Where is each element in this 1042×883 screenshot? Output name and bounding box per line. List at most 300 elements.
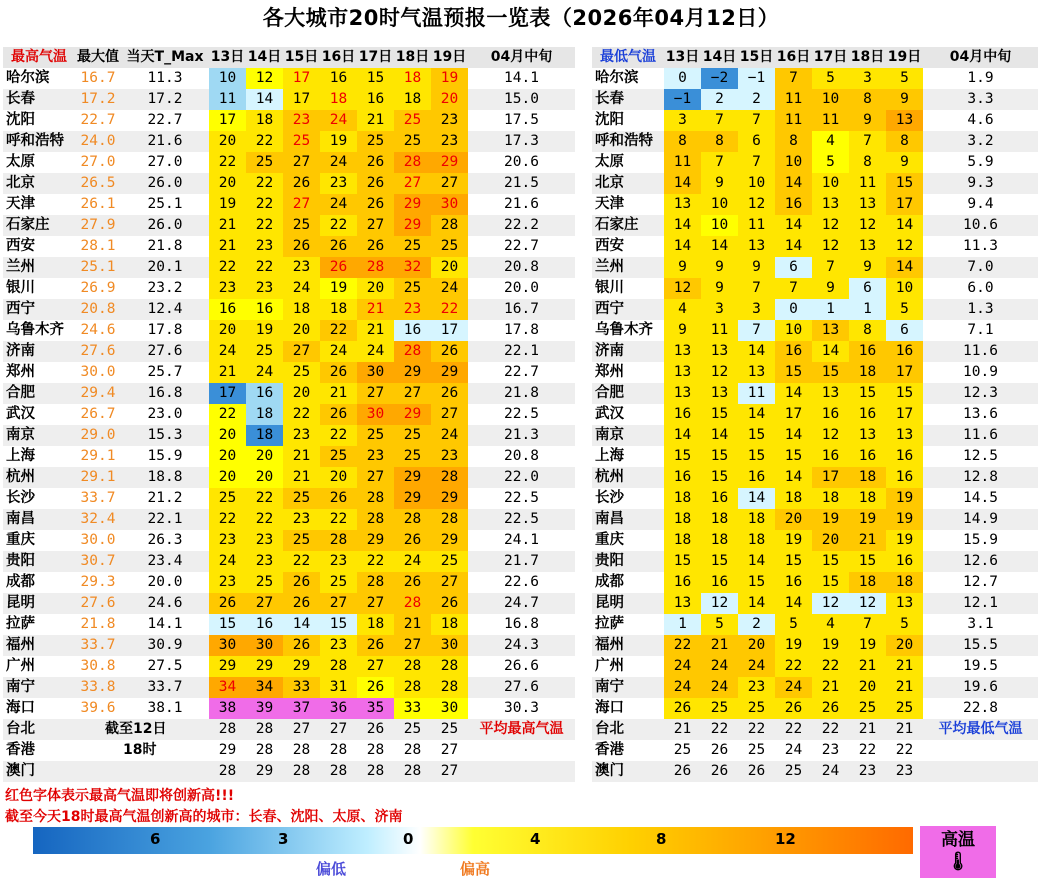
forecast-cell: 16 bbox=[738, 467, 775, 488]
record-max: 29.1 bbox=[75, 446, 121, 467]
max-header-1: 最大值 bbox=[75, 47, 121, 68]
record-max: 27.6 bbox=[75, 593, 121, 614]
forecast-cell: 18 bbox=[775, 488, 812, 509]
city-name: 天津 bbox=[3, 194, 75, 215]
forecast-cell: 18 bbox=[246, 110, 283, 131]
city-name: 杭州 bbox=[3, 467, 75, 488]
forecast-cell: 24 bbox=[775, 740, 812, 761]
forecast-cell: 25 bbox=[849, 698, 886, 719]
forecast-cell: 14 bbox=[738, 593, 775, 614]
dekad-average: 22.1 bbox=[468, 341, 575, 362]
today-max: 21.2 bbox=[121, 488, 209, 509]
forecast-cell: −1 bbox=[738, 68, 775, 89]
city-name: 太原 bbox=[3, 152, 75, 173]
table-row bbox=[592, 614, 1038, 635]
forecast-cell: 11 bbox=[738, 383, 775, 404]
forecast-cell: 9 bbox=[886, 152, 923, 173]
forecast-cell: 18 bbox=[394, 68, 431, 89]
forecast-cell: 17 bbox=[886, 404, 923, 425]
record-max: 16.7 bbox=[75, 68, 121, 89]
forecast-cell: 16 bbox=[886, 446, 923, 467]
city-name: 北京 bbox=[592, 173, 664, 194]
today-max: 20.0 bbox=[121, 572, 209, 593]
forecast-cell: 16 bbox=[849, 341, 886, 362]
forecast-cell: 15 bbox=[812, 551, 849, 572]
record-max: 29.3 bbox=[75, 572, 121, 593]
city-name: 郑州 bbox=[3, 362, 75, 383]
forecast-cell: 28 bbox=[357, 740, 394, 761]
forecast-cell: 28 bbox=[357, 488, 394, 509]
forecast-cell: 13 bbox=[701, 341, 738, 362]
dekad-average: 24.7 bbox=[468, 593, 575, 614]
forecast-cell: 18 bbox=[738, 509, 775, 530]
forecast-cell: 20 bbox=[849, 677, 886, 698]
forecast-cell: 37 bbox=[283, 698, 320, 719]
forecast-cell: 23 bbox=[431, 131, 468, 152]
table-row bbox=[3, 383, 575, 404]
forecast-cell: 28 bbox=[394, 593, 431, 614]
forecast-cell: 12 bbox=[849, 593, 886, 614]
forecast-cell: 17 bbox=[431, 320, 468, 341]
dekad-average bbox=[923, 761, 1038, 782]
forecast-cell: 17 bbox=[283, 89, 320, 110]
forecast-cell: 17 bbox=[209, 383, 246, 404]
forecast-cell: 4 bbox=[812, 614, 849, 635]
forecast-cell: 1 bbox=[849, 299, 886, 320]
forecast-cell: 26 bbox=[357, 194, 394, 215]
today-max: 21.8 bbox=[121, 236, 209, 257]
forecast-cell: 22 bbox=[320, 215, 357, 236]
forecast-cell: 23 bbox=[246, 236, 283, 257]
forecast-cell: 18 bbox=[701, 530, 738, 551]
forecast-cell: 16 bbox=[701, 488, 738, 509]
forecast-cell: 16 bbox=[394, 320, 431, 341]
today-max: 24.6 bbox=[121, 593, 209, 614]
forecast-cell: 23 bbox=[812, 740, 849, 761]
forecast-cell: 29 bbox=[431, 152, 468, 173]
forecast-cell: 29 bbox=[394, 215, 431, 236]
forecast-cell: 19 bbox=[775, 530, 812, 551]
forecast-cell: 10 bbox=[209, 68, 246, 89]
forecast-cell: 14 bbox=[775, 593, 812, 614]
dekad-average: 22.6 bbox=[468, 572, 575, 593]
forecast-cell: 14 bbox=[812, 341, 849, 362]
forecast-cell: 16 bbox=[849, 404, 886, 425]
dekad-average: 10.6 bbox=[923, 215, 1038, 236]
table-row bbox=[592, 320, 1038, 341]
city-name: 广州 bbox=[592, 656, 664, 677]
dekad-average: 21.5 bbox=[468, 173, 575, 194]
forecast-cell: 18 bbox=[664, 488, 701, 509]
forecast-cell: 20 bbox=[431, 257, 468, 278]
forecast-cell: 26 bbox=[357, 677, 394, 698]
forecast-cell: 18 bbox=[849, 572, 886, 593]
forecast-cell: 24 bbox=[701, 656, 738, 677]
forecast-cell: 16 bbox=[664, 467, 701, 488]
forecast-cell: 3 bbox=[738, 299, 775, 320]
forecast-cell: 15 bbox=[849, 551, 886, 572]
forecast-cell: 8 bbox=[849, 89, 886, 110]
forecast-cell: 25 bbox=[886, 698, 923, 719]
city-name: 长春 bbox=[592, 89, 664, 110]
today-max: 14.1 bbox=[121, 614, 209, 635]
forecast-cell: 27 bbox=[283, 194, 320, 215]
city-name: 太原 bbox=[592, 152, 664, 173]
city-name: 呼和浩特 bbox=[592, 131, 664, 152]
forecast-cell: 22 bbox=[431, 299, 468, 320]
forecast-cell: 33 bbox=[283, 677, 320, 698]
forecast-cell: 26 bbox=[283, 572, 320, 593]
forecast-cell: 8 bbox=[775, 131, 812, 152]
forecast-cell: 14 bbox=[738, 341, 775, 362]
forecast-cell: 21 bbox=[886, 719, 923, 740]
legend-hot-label: 高温 bbox=[941, 830, 975, 850]
forecast-cell: 7 bbox=[849, 131, 886, 152]
city-name: 济南 bbox=[3, 341, 75, 362]
forecast-cell: 26 bbox=[283, 635, 320, 656]
min-header-7: 19日 bbox=[886, 47, 923, 68]
forecast-cell: 2 bbox=[738, 89, 775, 110]
forecast-cell: 23 bbox=[246, 278, 283, 299]
forecast-cell: 11 bbox=[738, 215, 775, 236]
city-name: 武汉 bbox=[3, 404, 75, 425]
forecast-cell: 26 bbox=[775, 698, 812, 719]
forecast-cell: 11 bbox=[849, 173, 886, 194]
record-max: 29.1 bbox=[75, 467, 121, 488]
forecast-cell: 15 bbox=[738, 425, 775, 446]
forecast-cell: 20 bbox=[357, 278, 394, 299]
city-name: 上海 bbox=[592, 446, 664, 467]
table-row bbox=[592, 425, 1038, 446]
forecast-cell: 15 bbox=[812, 362, 849, 383]
today-max: 23.0 bbox=[121, 404, 209, 425]
forecast-cell: 15 bbox=[886, 173, 923, 194]
forecast-cell: 13 bbox=[701, 383, 738, 404]
forecast-cell: 23 bbox=[209, 278, 246, 299]
forecast-cell: 14 bbox=[701, 425, 738, 446]
forecast-cell: 24 bbox=[320, 194, 357, 215]
record-max: 22.7 bbox=[75, 110, 121, 131]
forecast-cell: 23 bbox=[209, 530, 246, 551]
forecast-cell: 26 bbox=[320, 362, 357, 383]
forecast-cell: 15 bbox=[357, 68, 394, 89]
record-max: 27.0 bbox=[75, 152, 121, 173]
forecast-cell: 26 bbox=[357, 173, 394, 194]
dekad-average: 17.8 bbox=[468, 320, 575, 341]
table-row bbox=[3, 656, 575, 677]
dekad-average bbox=[468, 740, 575, 761]
min-header-1: 13日 bbox=[664, 47, 701, 68]
city-name: 拉萨 bbox=[592, 614, 664, 635]
forecast-cell: 27 bbox=[283, 341, 320, 362]
min-header-5: 17日 bbox=[812, 47, 849, 68]
forecast-cell: 26 bbox=[357, 635, 394, 656]
forecast-cell: 25 bbox=[738, 698, 775, 719]
forecast-cell: 11 bbox=[701, 320, 738, 341]
forecast-cell: 25 bbox=[283, 530, 320, 551]
dekad-average: 22.7 bbox=[468, 236, 575, 257]
forecast-cell: 15 bbox=[886, 383, 923, 404]
today-max: 16.8 bbox=[121, 383, 209, 404]
forecast-cell: 22 bbox=[246, 194, 283, 215]
forecast-cell: 14 bbox=[886, 215, 923, 236]
today-max: 18.8 bbox=[121, 467, 209, 488]
forecast-cell: 16 bbox=[775, 572, 812, 593]
table-row bbox=[3, 341, 575, 362]
forecast-cell: 19 bbox=[209, 194, 246, 215]
forecast-cell: 9 bbox=[812, 278, 849, 299]
dekad-average: 19.6 bbox=[923, 677, 1038, 698]
forecast-cell: 7 bbox=[738, 278, 775, 299]
dekad-average: 9.4 bbox=[923, 194, 1038, 215]
city-name: 福州 bbox=[3, 635, 75, 656]
forecast-cell: 13 bbox=[664, 341, 701, 362]
forecast-cell: 6 bbox=[738, 131, 775, 152]
forecast-cell: 22 bbox=[886, 740, 923, 761]
table-row bbox=[592, 152, 1038, 173]
dekad-average: 22.2 bbox=[468, 215, 575, 236]
forecast-cell: 28 bbox=[320, 740, 357, 761]
forecast-cell: 18 bbox=[246, 404, 283, 425]
forecast-cell: 7 bbox=[738, 152, 775, 173]
forecast-cell: 8 bbox=[886, 131, 923, 152]
record-max: 24.0 bbox=[75, 131, 121, 152]
legend-hot-box bbox=[920, 826, 996, 878]
forecast-cell: 29 bbox=[431, 530, 468, 551]
forecast-cell: 15 bbox=[701, 404, 738, 425]
forecast-cell: 18 bbox=[283, 299, 320, 320]
forecast-cell: 24 bbox=[431, 425, 468, 446]
forecast-cell: 23 bbox=[320, 173, 357, 194]
forecast-cell: 5 bbox=[812, 152, 849, 173]
city-name: 石家庄 bbox=[3, 215, 75, 236]
city-name: 长春 bbox=[3, 89, 75, 110]
dekad-average: 20.8 bbox=[468, 257, 575, 278]
today-max: 20.1 bbox=[121, 257, 209, 278]
forecast-cell: 24 bbox=[209, 341, 246, 362]
forecast-cell: 17 bbox=[886, 362, 923, 383]
forecast-cell: 16 bbox=[357, 89, 394, 110]
today-max: 22.7 bbox=[121, 110, 209, 131]
today-max: 17.8 bbox=[121, 320, 209, 341]
record-max: 29.0 bbox=[75, 425, 121, 446]
dekad-average: 3.3 bbox=[923, 89, 1038, 110]
dekad-average: 22.5 bbox=[468, 488, 575, 509]
forecast-cell: 7 bbox=[738, 110, 775, 131]
table-row bbox=[3, 236, 575, 257]
forecast-cell: 20 bbox=[246, 467, 283, 488]
forecast-cell: 14 bbox=[664, 173, 701, 194]
forecast-cell: 13 bbox=[812, 383, 849, 404]
forecast-cell: 23 bbox=[283, 257, 320, 278]
forecast-cell: 23 bbox=[394, 299, 431, 320]
forecast-cell: 29 bbox=[394, 488, 431, 509]
forecast-cell: 21 bbox=[209, 236, 246, 257]
forecast-cell: 25 bbox=[283, 488, 320, 509]
dekad-average: 21.8 bbox=[468, 383, 575, 404]
forecast-cell: 7 bbox=[849, 614, 886, 635]
forecast-cell: 22 bbox=[209, 404, 246, 425]
forecast-cell: 27 bbox=[394, 173, 431, 194]
table-row bbox=[592, 194, 1038, 215]
forecast-cell: 23 bbox=[738, 677, 775, 698]
forecast-cell: 19 bbox=[812, 509, 849, 530]
forecast-cell: 15 bbox=[849, 383, 886, 404]
forecast-cell: 25 bbox=[738, 740, 775, 761]
record-max: 20.8 bbox=[75, 299, 121, 320]
forecast-cell: 12 bbox=[812, 593, 849, 614]
forecast-cell: 0 bbox=[775, 299, 812, 320]
forecast-cell: 12 bbox=[246, 68, 283, 89]
forecast-cell: 22 bbox=[701, 719, 738, 740]
forecast-cell: 24 bbox=[209, 551, 246, 572]
forecast-cell: 12 bbox=[886, 236, 923, 257]
forecast-cell: 5 bbox=[775, 614, 812, 635]
city-name: 南昌 bbox=[3, 509, 75, 530]
forecast-cell: 26 bbox=[357, 719, 394, 740]
forecast-cell: 21 bbox=[849, 530, 886, 551]
today-max: 15.9 bbox=[121, 446, 209, 467]
forecast-cell: 28 bbox=[320, 656, 357, 677]
forecast-cell: 23 bbox=[283, 425, 320, 446]
forecast-cell: 15 bbox=[701, 467, 738, 488]
max-header-0: 最高气温 bbox=[3, 47, 75, 68]
forecast-cell: 28 bbox=[394, 761, 431, 782]
forecast-cell: 6 bbox=[775, 257, 812, 278]
forecast-cell: 15 bbox=[738, 446, 775, 467]
forecast-cell: 19 bbox=[886, 530, 923, 551]
city-name: 香港 bbox=[3, 740, 75, 761]
table-row bbox=[592, 236, 1038, 257]
forecast-cell: 29 bbox=[431, 488, 468, 509]
forecast-cell: 24 bbox=[431, 278, 468, 299]
forecast-cell: 26 bbox=[283, 173, 320, 194]
forecast-cell: 8 bbox=[849, 320, 886, 341]
forecast-cell: 18 bbox=[701, 509, 738, 530]
forecast-cell: 27 bbox=[394, 635, 431, 656]
forecast-cell: 34 bbox=[246, 677, 283, 698]
forecast-cell: 27 bbox=[357, 593, 394, 614]
forecast-cell: 21 bbox=[394, 614, 431, 635]
forecast-cell: 21 bbox=[357, 299, 394, 320]
forecast-cell: 30 bbox=[246, 635, 283, 656]
forecast-cell: 20 bbox=[283, 320, 320, 341]
forecast-cell: 22 bbox=[849, 740, 886, 761]
city-name: 兰州 bbox=[592, 257, 664, 278]
forecast-cell: 17 bbox=[283, 68, 320, 89]
dekad-average: 24.1 bbox=[468, 530, 575, 551]
forecast-cell: 22 bbox=[246, 257, 283, 278]
dekad-average: 17.5 bbox=[468, 110, 575, 131]
dekad-average: 15.0 bbox=[468, 89, 575, 110]
city-name: 海口 bbox=[592, 698, 664, 719]
forecast-cell: 22 bbox=[209, 257, 246, 278]
record-max: 26.7 bbox=[75, 404, 121, 425]
table-row bbox=[3, 131, 575, 152]
city-name: 沈阳 bbox=[592, 110, 664, 131]
min-header-row bbox=[592, 47, 1038, 68]
forecast-cell: 28 bbox=[246, 719, 283, 740]
forecast-cell: 15 bbox=[701, 446, 738, 467]
forecast-cell: 13 bbox=[886, 593, 923, 614]
forecast-cell: 25 bbox=[283, 362, 320, 383]
forecast-cell: 26 bbox=[701, 740, 738, 761]
city-name: 郑州 bbox=[592, 362, 664, 383]
forecast-cell: 36 bbox=[320, 698, 357, 719]
forecast-cell: 21 bbox=[664, 719, 701, 740]
table-row bbox=[3, 530, 575, 551]
city-name: 成都 bbox=[3, 572, 75, 593]
forecast-cell: 9 bbox=[886, 89, 923, 110]
forecast-cell: 15 bbox=[738, 572, 775, 593]
max-header-10: 04月中旬 bbox=[468, 47, 575, 68]
forecast-cell: 14 bbox=[775, 173, 812, 194]
forecast-cell: 19 bbox=[320, 278, 357, 299]
forecast-cell: 18 bbox=[664, 509, 701, 530]
forecast-cell: 23 bbox=[246, 530, 283, 551]
forecast-cell: 22 bbox=[357, 551, 394, 572]
forecast-cell: 23 bbox=[431, 110, 468, 131]
forecast-cell: 21 bbox=[283, 446, 320, 467]
forecast-cell: 19 bbox=[849, 509, 886, 530]
city-name: 贵阳 bbox=[592, 551, 664, 572]
forecast-cell: 28 bbox=[394, 740, 431, 761]
table-row bbox=[592, 68, 1038, 89]
forecast-cell: 25 bbox=[394, 131, 431, 152]
forecast-cell: 23 bbox=[431, 446, 468, 467]
forecast-cell: 29 bbox=[246, 656, 283, 677]
forecast-cell: 28 bbox=[431, 656, 468, 677]
forecast-cell: 28 bbox=[357, 257, 394, 278]
forecast-cell: 23 bbox=[357, 446, 394, 467]
forecast-cell: 18 bbox=[738, 530, 775, 551]
forecast-cell: 28 bbox=[394, 152, 431, 173]
forecast-cell: 12 bbox=[812, 425, 849, 446]
forecast-cell: 22 bbox=[246, 215, 283, 236]
table-row bbox=[3, 404, 575, 425]
dekad-average: 20.6 bbox=[468, 152, 575, 173]
forecast-cell: 14 bbox=[775, 215, 812, 236]
max-header-3: 13日 bbox=[209, 47, 246, 68]
city-name: 台北 bbox=[592, 719, 664, 740]
forecast-cell: 16 bbox=[246, 614, 283, 635]
forecast-cell: 5 bbox=[886, 68, 923, 89]
city-name: 呼和浩特 bbox=[3, 131, 75, 152]
city-name: 广州 bbox=[3, 656, 75, 677]
forecast-cell: 32 bbox=[394, 257, 431, 278]
table-row bbox=[592, 719, 1038, 740]
table-row bbox=[592, 572, 1038, 593]
dekad-average: 27.6 bbox=[468, 677, 575, 698]
forecast-cell: 39 bbox=[246, 698, 283, 719]
forecast-cell: 24 bbox=[320, 152, 357, 173]
forecast-cell: 26 bbox=[394, 530, 431, 551]
table-row bbox=[3, 572, 575, 593]
today-max: 25.7 bbox=[121, 362, 209, 383]
forecast-cell: 24 bbox=[664, 677, 701, 698]
table-row bbox=[592, 488, 1038, 509]
dekad-average: 16.7 bbox=[468, 299, 575, 320]
dekad-average bbox=[468, 761, 575, 782]
forecast-cell: 16 bbox=[209, 299, 246, 320]
forecast-cell: 13 bbox=[886, 110, 923, 131]
forecast-cell: 26 bbox=[357, 152, 394, 173]
forecast-cell: 19 bbox=[431, 68, 468, 89]
forecast-cell: 5 bbox=[701, 614, 738, 635]
forecast-cell: 23 bbox=[320, 551, 357, 572]
forecast-cell: 8 bbox=[701, 131, 738, 152]
forecast-cell: 23 bbox=[886, 761, 923, 782]
